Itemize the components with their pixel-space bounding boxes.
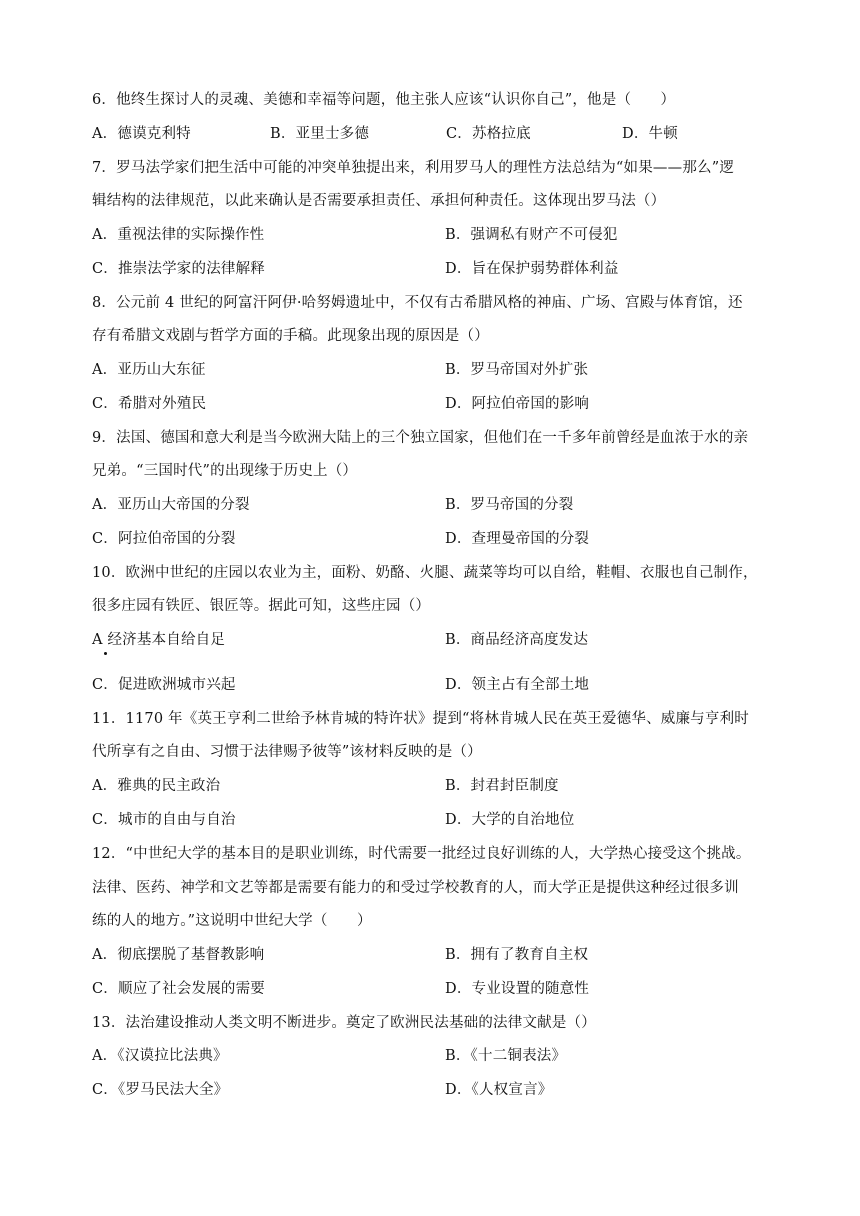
question-8-stem-line-2: 存有希腊文戏剧与哲学方面的手稿。此现象出现的原因是（）	[92, 328, 489, 344]
question-8-option-b: B．罗马帝国对外扩张	[445, 362, 589, 378]
question-10-option-c: C．促进欧洲城市兴起	[92, 677, 236, 693]
question-12-option-c: C．顺应了社会发展的需要	[92, 981, 265, 997]
question-7-stem-line-1: 7．罗马法学家们把生活中可能的冲突单独提出来，利用罗马人的理性方法总结为“如果——那么”逻	[92, 160, 735, 176]
question-12-stem-line-2: 法律、医药、神学和文艺等都是需要有能力的和受过学校教育的人，而大学正是提供这种经过很多训	[92, 880, 739, 896]
question-11-option-c: C．城市的自由与自治	[92, 812, 236, 828]
question-8-option-c: C．希腊对外殖民	[92, 396, 207, 412]
question-7-option-a: A．重视法律的实际操作性	[92, 227, 265, 243]
question-12-option-a: A．彻底摆脱了基督教影响	[92, 947, 265, 963]
question-10-option-a: A 经济基本自给自足	[92, 632, 226, 648]
question-7-stem-line-2: 辑结构的法律规范，以此来确认是否需要承担责任、承担何种责任。这体现出罗马法（）	[92, 193, 666, 209]
question-10-option-b: B．商品经济高度发达	[445, 632, 589, 648]
question-8-option-a: A．亚历山大东征	[92, 362, 206, 378]
question-12-option-b: B．拥有了教育自主权	[445, 947, 589, 963]
question-8-option-d: D．阿拉伯帝国的影响	[445, 396, 590, 412]
question-12-stem-line-3: 练的人的地方。”这说明中世纪大学（ ）	[92, 913, 372, 929]
question-10-stem-line-1: 10．欧洲中世纪的庄园以农业为主，面粉、奶酪、火腿、蔬菜等均可以自给，鞋帽、衣服也自己制作，	[92, 565, 758, 581]
question-9-option-b: B．罗马帝国的分裂	[445, 497, 574, 513]
question-6-option-a: A．德谟克利特	[92, 126, 191, 142]
question-9-stem-line-1: 9．法国、德国和意大利是当今欧洲大陆上的三个独立国家，但他们在一千多年前曾经是血浓于水的亲	[92, 430, 749, 446]
question-7-option-b: B．强调私有财产不可侵犯	[445, 227, 618, 243]
question-11-stem-line-1: 11．1170 年《英王亨利二世给予林肯城的特许状》提到“将林肯城人民在英王爱德华、威廉与亨利时	[92, 711, 749, 727]
question-13-option-d: D．《人权宣言》	[445, 1082, 553, 1098]
question-12-option-d: D．专业设置的随意性	[445, 981, 590, 997]
question-13-option-a: A．《汉谟拉比法典》	[92, 1048, 228, 1064]
question-7-option-d: D．旨在保护弱势群体利益	[445, 261, 619, 277]
question-13-option-b: B．《十二铜表法》	[445, 1048, 567, 1064]
question-6-option-b: B．亚里士多德	[270, 126, 370, 142]
question-6-option-c: C．苏格拉底	[446, 126, 531, 142]
question-11-option-b: B．封君封臣制度	[445, 778, 559, 794]
question-10-stem-line-2: 很多庄园有铁匠、银匠等。据此可知，这些庄园（）	[92, 598, 431, 614]
question-13-option-c: C．《罗马民法大全》	[92, 1082, 229, 1098]
question-9-option-d: D．查理曼帝国的分裂	[445, 531, 590, 547]
question-10-option-d: D．领主占有全部土地	[445, 677, 590, 693]
emphasis-dot	[104, 652, 107, 655]
question-9-option-c: C．阿拉伯帝国的分裂	[92, 531, 236, 547]
question-9-stem-line-2: 兄弟。“三国时代”的出现缘于历史上（）	[92, 463, 358, 479]
question-11-option-a: A．雅典的民主政治	[92, 778, 221, 794]
question-11-stem-line-2: 代所享有之自由、习惯于法律赐予彼等”该材料反映的是（）	[92, 744, 482, 760]
question-9-option-a: A．亚历山大帝国的分裂	[92, 497, 250, 513]
question-12-stem-line-1: 12．“中世纪大学的基本目的是职业训练，时代需要一批经过良好训练的人，大学热心接受这个挑战。	[92, 846, 751, 862]
question-7-option-c: C．推崇法学家的法律解释	[92, 261, 265, 277]
question-13-stem: 13．法治建设推动人类文明不断进步。奠定了欧洲民法基础的法律文献是（）	[92, 1015, 596, 1031]
question-8-stem-line-1: 8．公元前 4 世纪的阿富汗阿伊·哈努姆遗址中，不仅有古希腊风格的神庙、广场、宫殿与体育馆，还	[92, 295, 743, 311]
question-11-option-d: D．大学的自治地位	[445, 812, 575, 828]
question-6-option-d: D．牛顿	[622, 126, 678, 142]
question-6-stem: 6．他终生探讨人的灵魂、美德和幸福等问题，他主张人应该“认识你自己”，他是（ ）	[92, 92, 676, 108]
